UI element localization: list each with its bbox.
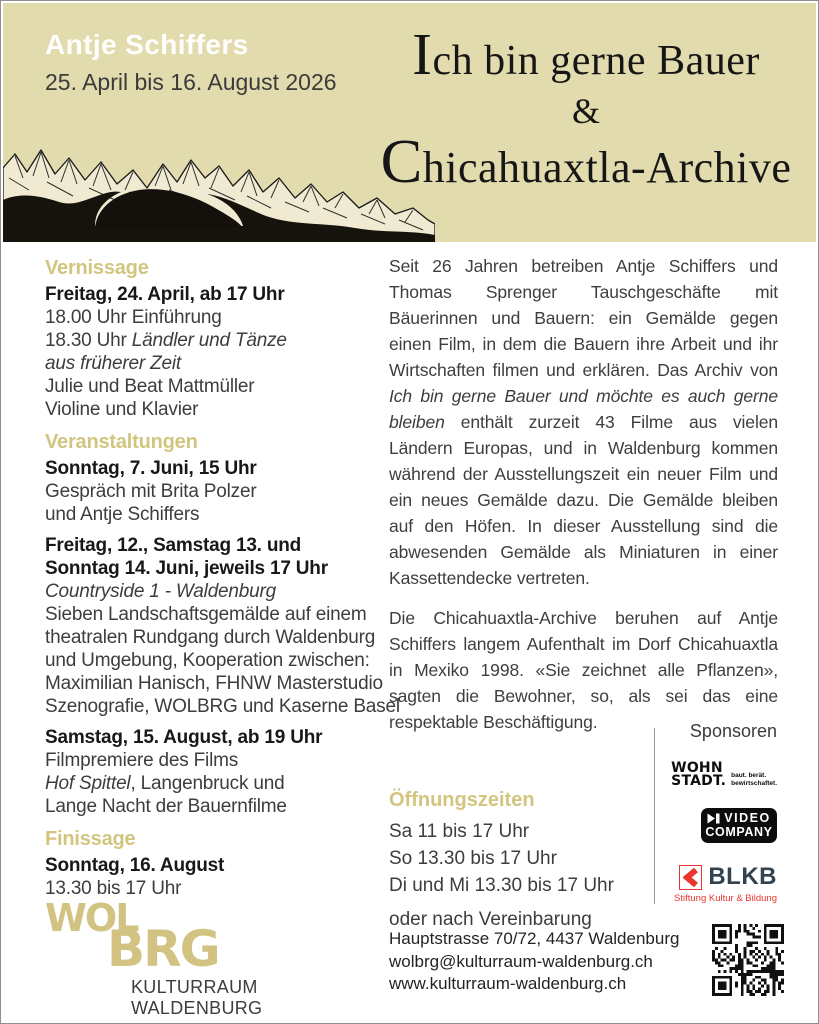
essay-text: Seit 26 Jahren betreiben Antje Schiffers und Thomas Sprenger Tauschgeschäfte mit Bäuerinnen und Bauern: ein Gemälde gegen einen Film, in dem die Bauern ihre Arbeit und ihr Wirtschaften filmen und erklären. Das Archiv von — [389, 256, 778, 380]
event-date: Sonntag, 16. August — [45, 855, 225, 876]
title-line-2 — [371, 126, 801, 197]
event-line: und Umgebung, Kooperation zwischen: — [45, 650, 370, 671]
event-line: Gespräch mit Brita Polzer — [45, 481, 257, 502]
qr-code-icon — [712, 924, 784, 996]
wolbrg-wordmark-part2: BRG — [107, 920, 219, 978]
event-line: Julie und Beat Mattmüller — [45, 376, 255, 397]
video-company-line1 — [701, 811, 777, 825]
essay-paragraph-1 — [389, 253, 778, 591]
event-line: Filmpremiere des Films — [45, 750, 239, 771]
mountain-sketch-icon — [3, 138, 435, 242]
event-line: Lange Nacht der Bauernfilme — [45, 796, 287, 817]
chevron-left-icon — [679, 865, 702, 890]
video-company-logo — [701, 808, 777, 843]
wohnstadt-line1: WOHN — [671, 760, 723, 776]
event-date: Sonntag, 7. Juni, 15 Uhr — [45, 458, 257, 479]
wolbrg-logo — [45, 896, 375, 1018]
event-date: Freitag, 24. April, ab 17 Uhr — [45, 284, 285, 305]
event-line-title: Ländler und Tänze — [131, 330, 287, 351]
event-line: Violine und Klavier — [45, 399, 199, 420]
sponsors-label: Sponsoren — [689, 721, 777, 741]
title-initial-1: I — [412, 21, 433, 87]
video-company-line2: COMPANY — [705, 825, 773, 839]
event-date: Samstag, 15. August, ab 19 Uhr — [45, 727, 323, 748]
event-countryside — [45, 534, 400, 718]
contact-website: www.kulturraum-waldenburg.ch — [389, 974, 627, 993]
essay-column — [389, 253, 778, 749]
title-line-1 — [371, 21, 801, 90]
title-rest-2: hicahuaxtla-Archive — [422, 143, 792, 192]
section-heading-opening-hours: Öffnungszeiten — [389, 789, 535, 811]
opening-hours-line: Sa 11 bis 17 Uhr — [389, 821, 530, 842]
event-date: Freitag, 12., Samstag 13. und — [45, 535, 302, 556]
title-initial-2: C — [380, 126, 423, 196]
sponsors-block — [657, 721, 777, 904]
blkb-subtitle: Stiftung Kultur & Bildung — [674, 893, 777, 904]
event-line: und Antje Schiffers — [45, 504, 200, 525]
opening-hours-line: So 13.30 bis 17 Uhr — [389, 848, 557, 869]
wohnstadt-tagline-1: baut. berät. — [731, 772, 767, 779]
event-line: 13.30 bis 17 Uhr — [45, 878, 182, 899]
opening-hours-line: Di und Mi 13.30 bis 17 Uhr — [389, 875, 614, 896]
event-finissage — [45, 854, 385, 900]
event-line-text: , Langenbruck und — [130, 773, 285, 794]
event-line-title: Countryside 1 - Waldenburg — [45, 581, 277, 602]
event-line: 18.00 Uhr Einführung — [45, 307, 222, 328]
video-company-word: VIDEO — [724, 811, 771, 825]
play-skip-icon — [707, 813, 720, 824]
program-column — [45, 257, 400, 908]
event-line: theatralen Rundgang durch Waldenburg — [45, 627, 376, 648]
event-date: Sonntag 14. Juni, jeweils 17 Uhr — [45, 558, 328, 579]
artist-name: Antje Schiffers — [45, 29, 249, 60]
wohnstadt-wordmark — [671, 762, 726, 788]
section-heading-finissage: Finissage — [45, 828, 136, 850]
opening-hours — [389, 787, 614, 933]
event-line-title: aus früherer Zeit — [45, 353, 181, 374]
blkb-wordmark: BLKB — [708, 863, 777, 890]
title-rest-1: ch bin gerne Bauer — [432, 38, 760, 84]
vertical-divider — [654, 728, 655, 904]
exhibition-title — [371, 21, 801, 197]
exhibition-dates: 25. April bis 16. August 2026 — [45, 69, 337, 95]
event-line — [45, 329, 385, 352]
blkb-logo-row — [657, 863, 777, 891]
contact-block — [389, 928, 679, 996]
event-line: Szenografie, WOLBRG und Kaserne Basel — [45, 696, 400, 717]
wohnstadt-logo — [657, 762, 777, 788]
event-line: Sieben Landschaftsgemälde auf einem — [45, 604, 367, 625]
event-line-title: Hof Spittel — [45, 773, 131, 794]
event-line — [45, 772, 385, 795]
wolbrg-wordmark-part1: WOL — [45, 896, 138, 940]
contact-email: wolbrg@kulturraum-waldenburg.ch — [389, 951, 653, 971]
header-banner — [3, 3, 816, 242]
wohnstadt-tagline-2: bewirtschaftet. — [731, 779, 777, 787]
essay-text: enthält zurzeit 43 Filme aus vielen Ländern Europas, und in Waldenburg kommen während der Ausstellungszeit ein neuer Film und ein neues Gemälde dazu. Die Gemälde bleiben auf den Höfen. In dieser Ausstellung sind die abwesenden Gemälde als Miniaturen in einer Kassettendecke vertreten. — [389, 412, 778, 588]
section-heading-vernissage: Vernissage — [45, 257, 149, 279]
event-vernissage — [45, 283, 385, 421]
section-heading-veranstaltungen: Veranstaltungen — [45, 431, 198, 453]
title-ampersand: & — [571, 91, 600, 131]
event-line: Maximilian Hanisch, FHNW Masterstudio — [45, 673, 383, 694]
event-line-text: 18.30 Uhr — [45, 330, 132, 351]
wolbrg-caption: KULTURRAUM WALDENBURG — [131, 977, 263, 1018]
event-talk — [45, 457, 385, 526]
wohnstadt-tagline — [731, 772, 777, 788]
contact-address: Hauptstrasse 70/72, 4437 Waldenburg — [389, 929, 680, 948]
event-film-premiere — [45, 726, 385, 818]
essay-work-title: Ich bin gerne Bauer und möchte es auch gerne bleiben — [389, 386, 778, 432]
opening-hours-note: oder nach Vereinbarung — [389, 909, 592, 930]
blkb-logo — [657, 863, 777, 904]
essay-paragraph-2: Die Chicahuaxtla-Archive beruhen auf Antje Schiffers langem Aufenthalt im Dorf Chicahuaxtla in Mexiko 1998. «Sie zeichnet alle Pflanzen», sagten die Bewohner, so, als sei das eine respektable Beschäftigung. — [389, 608, 778, 732]
wohnstadt-line2: STADT. — [671, 773, 727, 789]
